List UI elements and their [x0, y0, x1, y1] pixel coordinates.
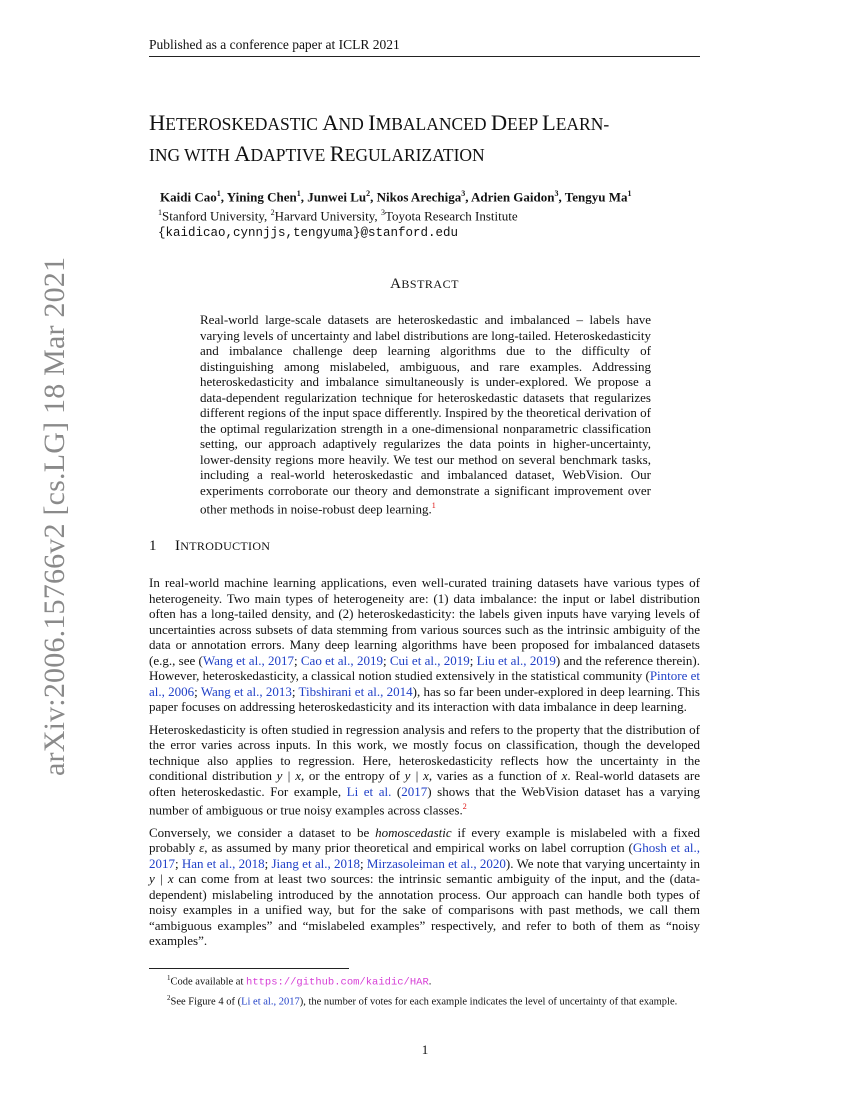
footnote-ref-2[interactable]: 2	[462, 802, 467, 811]
arxiv-stamp: arXiv:2006.15766v2 [cs.LG] 18 Mar 2021	[38, 256, 71, 776]
citation-link[interactable]: Ghosh et al., 2017	[149, 840, 700, 871]
author-affiliations: $^1$Stanford University, $^2$Harvard University, $^3$Toyota Research Institute	[158, 208, 518, 224]
citation-link[interactable]: Tibshirani et al., 2014	[298, 683, 413, 699]
footnote-2: $^2$See Figure 4 of (Li et al., 2017), the number of votes for each example indicates the level of uncertainty of that example.	[167, 994, 678, 1008]
citation-link[interactable]: Pintore et al., 2006	[149, 668, 700, 699]
citation-link[interactable]: Li et al., 2017	[241, 996, 300, 1008]
footnote-1: $^1$Code available at https://github.com/kaidic/HAR.	[167, 974, 432, 989]
footnotes	[149, 972, 700, 1011]
citation-link[interactable]: Jiang et al., 2018	[271, 855, 360, 871]
citation-link[interactable]: Mirzasoleiman et al., 2020	[366, 855, 506, 871]
citation-link[interactable]: Cui et al., 2019	[389, 652, 470, 668]
paragraph-2: Heteroskedasticity is often studied in regression analysis and refers to the property that the distribution of the error varies across inputs. In this work, we mostly focus on classification, though the developed technique also applies to regression. Here, heteroskedasticity reflects how the uncertainty in the conditional distribution y | x, or the entropy of y | x, varies as a function of x. Real-world datasets are often heteroskedastic. For example, Li et al. (2017) shows that the WebVision dataset has a varying number of ambiguous or true noisy examples across classes.$^2$	[149, 721, 700, 818]
citation-link[interactable]: Wang et al., 2017	[202, 652, 294, 668]
introduction-body	[149, 575, 700, 956]
running-header: Published as a conference paper at ICLR 2021	[149, 37, 700, 57]
citation-link[interactable]: Cao et al., 2019	[300, 652, 383, 668]
citation-link[interactable]: Li et al.	[346, 783, 392, 799]
author-email: {kaidicao,cynnjjs,tengyuma}@stanford.edu	[158, 225, 459, 240]
paper-title: HETEROSKEDASTIC AND IMBALANCED DEEP LEARN- ING WITH ADAPTIVE REGULARIZATION	[149, 110, 610, 166]
footnote-divider	[149, 968, 349, 969]
code-url-link[interactable]: https://github.com/kaidic/HAR	[246, 976, 429, 989]
author-block	[160, 186, 720, 241]
author-names: Kaidi Cao$^1$, Yining Chen$^1$, Junwei Lu$^2$, Nikos Arechiga$^3$, Adrien Gaidon$^3$, Tengyu Ma$^1$	[160, 189, 632, 205]
citation-link[interactable]: 2017	[401, 783, 428, 799]
section-heading-introduction: 1 INTRODUCTION	[149, 538, 271, 554]
abstract-text: Real-world large-scale datasets are heteroskedastic and imbalanced – labels have varying levels of uncertainty and label distributions are long-tailed. Heteroskedasticity and imbalance challenge deep learning algorithms due to the difficulty of distinguishing among mislabeled, ambiguous, and rare examples. Addressing heteroskedasticity and imbalance simultaneously is under-explored. We propose a data-dependent regularization technique for heteroskedastic datasets that regularizes different regions of the input space differently. Inspired by the theoretical derivation of the optimal regularization strength in a one-dimensional nonparametric classification setting, our approach adaptively regularizes the data points in higher-uncertainty, lower-density regions more heavily. We test our method on several benchmark tasks, including a real-world heteroskedastic and imbalanced dataset, WebVision. Our experiments corroborate our theory and demonstrate a significant improvement over other methods in noise-robust deep learning.$^1$	[200, 312, 651, 517]
citation-link[interactable]: Liu et al., 2019	[476, 652, 556, 668]
footnote-ref-1[interactable]: 1	[431, 501, 436, 510]
citation-link[interactable]: Han et al., 2018	[181, 855, 265, 871]
abstract-heading: ABSTRACT	[390, 276, 459, 292]
page-number: 1	[421, 1042, 429, 1057]
paragraph-1: In real-world machine learning applications, even well-curated training datasets have various types of heterogeneity. Two main types of heterogeneity are: (1) data imbalance: the input or label distribution often has a long-tailed density, and (2) heteroskedasticity: the labels given inputs have varying levels of uncertainties across subsets of data stemming from various sources such as the intrinsic ambiguity of the data or annotation errors. Many deep learning algorithms have been proposed for imbalanced datasets (e.g., see (Wang et al., 2017; Cao et al., 2019; Cui et al., 2019; Liu et al., 2019) and the reference therein). However, heteroskedasticity, a classical notion studied extensively in the statistical community (Pintore et al., 2006; Wang et al., 2013; Tibshirani et al., 2014), has so far been under-explored in deep learning. This paper focuses on addressing heteroskedasticity and its interaction with data imbalance in deep learning.	[149, 575, 700, 714]
citation-link[interactable]: Wang et al., 2013	[200, 683, 292, 699]
paragraph-3: Conversely, we consider a dataset to be homoscedastic if every example is mislabeled with a fixed probably ε, as assumed by many prior theoretical and empirical works on label corruption (Ghosh et al., 2017; Han et al., 2018; Jiang et al., 2018; Mirzasoleiman et al., 2020). We note that varying uncertainty in y | x can come from at least two sources: the intrinsic semantic ambiguity of the input, and the (data-dependent) mislabeling introduced by the annotation process. Our approach can handle both types of noisy examples in a unified way, but for the sake of comparisons with past methods, we call them “ambiguous examples” and “mislabeled examples” respectively, and refer to both of them as “noisy examples”.	[149, 824, 700, 949]
